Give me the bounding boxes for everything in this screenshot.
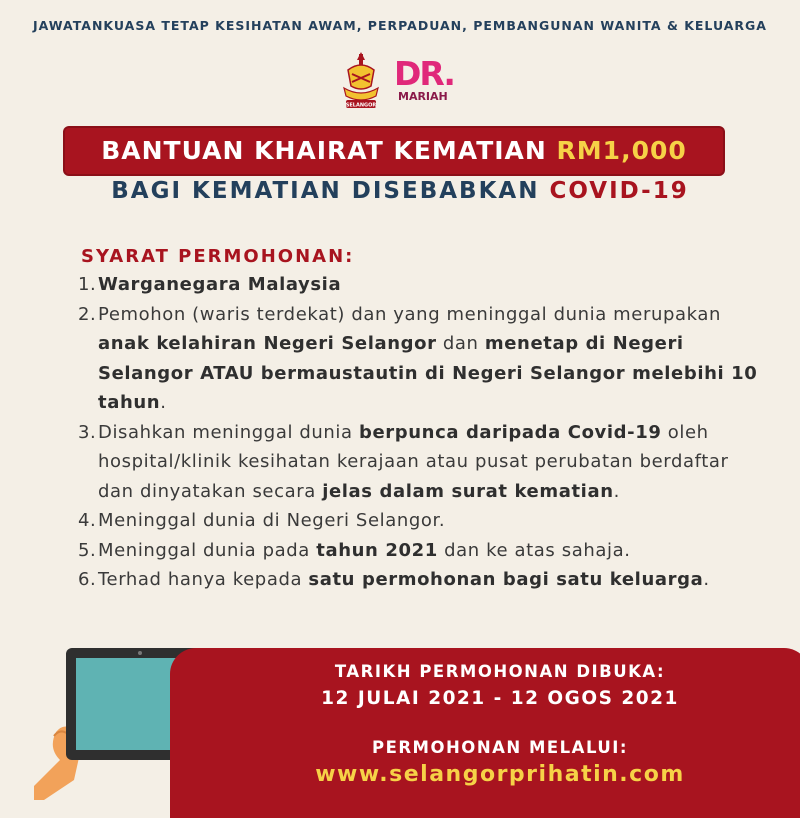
requirement-text-bold: satu permohonan bagi satu keluarga	[308, 569, 704, 590]
requirement-text-bold: jelas dalam surat kematian	[322, 480, 614, 502]
dr-logo-sub: MARIAH	[398, 90, 448, 103]
subtitle-text: BAGI KEMATIAN DISEBABKAN	[111, 178, 540, 204]
requirement-text: .	[703, 569, 710, 590]
requirement-number: 4.	[78, 510, 97, 531]
dr-logo-main: DR.	[394, 54, 454, 93]
requirement-item	[78, 565, 758, 595]
banner-title: BANTUAN KHAIRAT KEMATIAN	[101, 136, 547, 165]
requirement-number: 6.	[78, 569, 97, 590]
requirement-text-bold: anak kelahiran Negeri Selangor	[98, 333, 437, 354]
requirement-number: 2.	[78, 303, 97, 325]
subtitle	[0, 178, 800, 204]
opens-label: TARIKH PERMOHONAN DIBUKA:	[334, 662, 666, 681]
requirement-text: .	[160, 392, 167, 413]
requirement-text: Pemohon (waris terdekat) dan yang meninggal dunia merupakan	[98, 303, 721, 325]
requirement-text-bold: menetap di Negeri Selangor ATAU bermaustautin di Negeri Selangor melebihi 10 tahun	[98, 333, 758, 413]
requirement-number: 1.	[78, 274, 97, 295]
requirement-item	[78, 270, 758, 300]
requirement-text: Terhad hanya kepada	[98, 569, 309, 590]
requirement-item	[78, 506, 758, 536]
requirement-item	[78, 418, 758, 507]
banner-amount: RM1,000	[556, 136, 687, 165]
requirement-text-bold: tahun 2021	[316, 539, 438, 561]
subtitle-highlight: COVID-19	[549, 178, 689, 204]
requirement-text: Meninggal dunia pada	[98, 539, 317, 561]
committee-heading: JAWATANKUASA TETAP KESIHATAN AWAM, PERPADUAN, PEMBANGUNAN WANITA & KELUARGA	[33, 18, 767, 33]
requirement-text: dan	[436, 333, 485, 354]
dr-mariah-logo	[394, 56, 454, 112]
requirement-text: .	[613, 480, 620, 502]
crest-ribbon-text: SELANGOR	[345, 102, 377, 109]
logo-row	[0, 52, 800, 114]
title-banner	[65, 128, 723, 174]
application-url-link[interactable]: www.selangorprihatin.com	[315, 762, 685, 787]
requirement-number: 5.	[78, 539, 97, 561]
requirement-number: 3.	[78, 421, 97, 443]
selangor-crest-logo	[338, 52, 384, 114]
requirements-title: SYARAT PERMOHONAN:	[81, 246, 355, 267]
requirement-text: Disahkan meninggal dunia	[98, 421, 359, 443]
requirement-text: oleh hospital/klinik kesihatan kerajaan atau pusat perubatan berdaftar dan dinyatakan secara	[98, 421, 729, 502]
requirement-item	[78, 300, 758, 418]
requirement-text-bold: berpunca daripada Covid-19	[358, 421, 662, 443]
requirement-text: dan ke atas sahaja.	[437, 539, 631, 561]
opens-date: 12 JULAI 2021 - 12 OGOS 2021	[321, 688, 679, 709]
requirements-list	[78, 270, 758, 595]
requirement-item	[78, 536, 758, 566]
requirement-text: Meninggal dunia di Negeri Selangor.	[98, 510, 446, 531]
via-label: PERMOHONAN MELALUI:	[371, 738, 629, 757]
requirement-text-bold: Warganegara Malaysia	[98, 274, 342, 295]
